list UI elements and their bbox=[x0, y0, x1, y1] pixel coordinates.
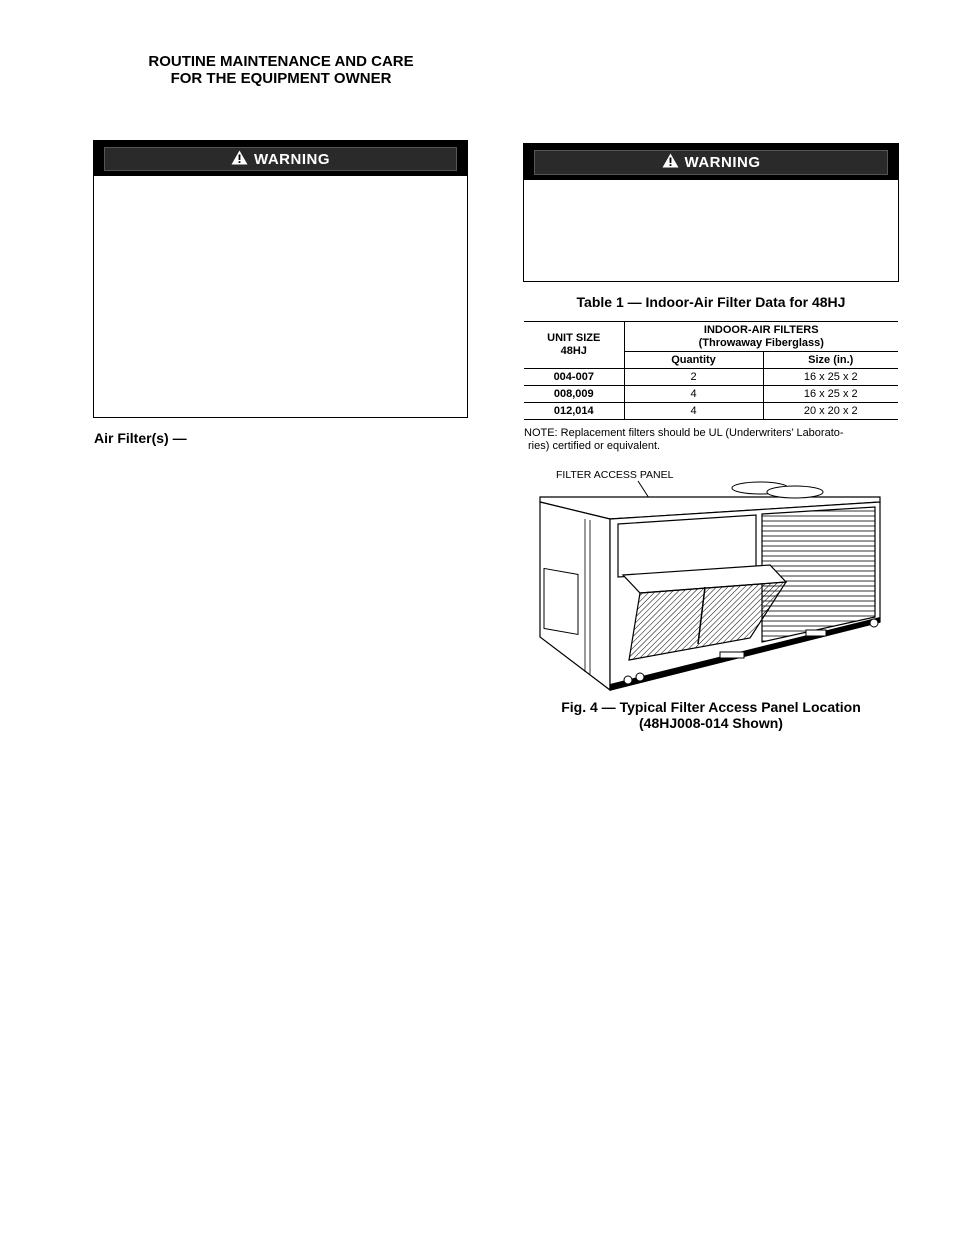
warning-triangle-icon bbox=[662, 153, 679, 172]
figure-caption bbox=[524, 699, 898, 731]
size-header: Size (in.) bbox=[763, 352, 898, 369]
table-note bbox=[524, 427, 898, 453]
air-filters-heading: Air Filter(s) — bbox=[94, 430, 187, 446]
rooftop-unit-drawing bbox=[530, 462, 890, 694]
warning-label: WARNING bbox=[684, 154, 761, 171]
unit-cell: 004-007 bbox=[524, 369, 624, 386]
quantity-header: Quantity bbox=[624, 352, 763, 369]
warning-bar bbox=[524, 144, 898, 180]
warning-box-right bbox=[523, 143, 899, 282]
heading-line-1: ROUTINE MAINTENANCE AND CARE bbox=[148, 53, 414, 70]
figure-caption-line-1: Fig. 4 — Typical Filter Access Panel Location bbox=[561, 699, 861, 715]
callout-label: FILTER ACCESS PANEL bbox=[556, 469, 674, 481]
warning-bar bbox=[94, 141, 467, 176]
unit-cell: 008,009 bbox=[524, 386, 624, 403]
filters-group-header: INDOOR-AIR FILTERS (Throwaway Fiberglass) bbox=[624, 322, 898, 352]
unit-size-header: UNIT SIZE 48HJ bbox=[524, 322, 624, 369]
warning-triangle-icon bbox=[231, 150, 248, 169]
quantity-cell: 4 bbox=[624, 403, 763, 420]
size-cell: 20 x 20 x 2 bbox=[763, 403, 898, 420]
quantity-cell: 2 bbox=[624, 369, 763, 386]
note-line-1: NOTE: Replacement filters should be UL (Underwriters’ Laborato- bbox=[524, 427, 844, 439]
warning-box-left bbox=[93, 140, 468, 418]
note-line-2: ries) certified or equivalent. bbox=[528, 440, 661, 452]
table-row bbox=[524, 386, 898, 403]
size-cell: 16 x 25 x 2 bbox=[763, 369, 898, 386]
page-heading bbox=[94, 53, 468, 87]
filter-data-table bbox=[524, 321, 898, 420]
figure-caption-line-2: (48HJ008-014 Shown) bbox=[639, 715, 783, 731]
quantity-cell: 4 bbox=[624, 386, 763, 403]
filter-access-figure bbox=[530, 462, 890, 694]
size-cell: 16 x 25 x 2 bbox=[763, 386, 898, 403]
unit-cell: 012,014 bbox=[524, 403, 624, 420]
table-row bbox=[524, 369, 898, 386]
heading-line-2: FOR THE EQUIPMENT OWNER bbox=[170, 70, 392, 87]
table-title: Table 1 — Indoor-Air Filter Data for 48HJ bbox=[576, 294, 846, 310]
table-row bbox=[524, 403, 898, 420]
warning-label: WARNING bbox=[254, 150, 330, 168]
